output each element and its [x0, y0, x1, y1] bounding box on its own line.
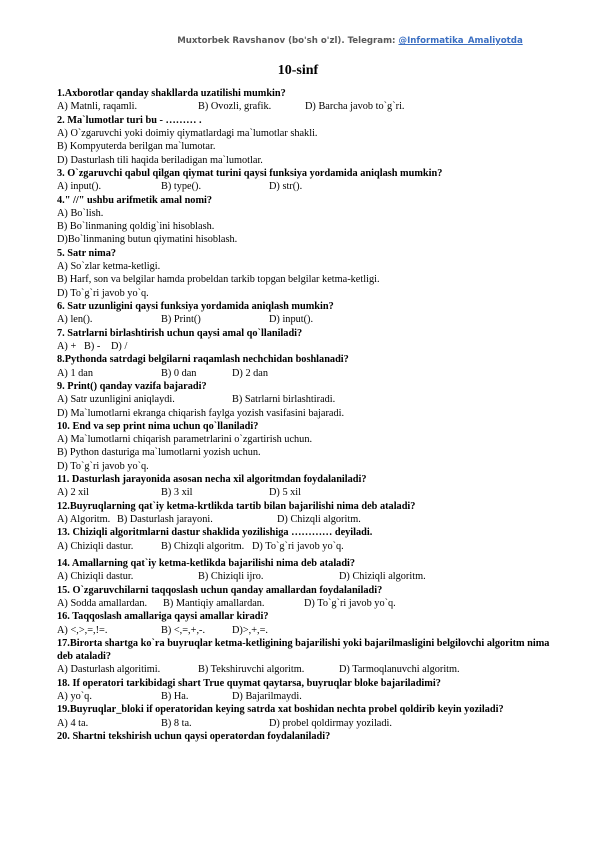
option-a: A) Dasturlash algoritimi. [57, 664, 161, 676]
answer-options [57, 624, 552, 637]
option-a: A) Algoritm. [57, 514, 111, 525]
option-d: D) Barcha javob to`g`ri. [305, 101, 405, 113]
option-a: A) yo`q. [57, 691, 92, 703]
answer-options [57, 663, 552, 676]
option-a: A) O`zgaruvchi yoki doimiy qiymatlardagi ma`lumotlar shakli. [57, 127, 318, 139]
option-d: D) To`g`ri javob yo`q. [304, 597, 396, 609]
page-header [150, 36, 550, 46]
option-a: A) Bo`lish. [57, 207, 104, 219]
option-b: B) 8 ta. [161, 717, 192, 729]
option-b: B) Tekshiruvchi algoritm. [198, 664, 305, 676]
question-4: 4." //" ushbu arifmetik amal nomi? [57, 194, 213, 206]
option-b: B) Harf, son va belgilar hamda probeldan tarkib topgan belgilar ketma-ketligi. [57, 274, 380, 286]
option-a: A) len(). [57, 314, 93, 326]
answer-options [57, 690, 552, 703]
question-1: 1.Axborotlar qanday shakllarda uzatilishi mumkin? [57, 88, 286, 99]
question-9: 9. Print() qanday vazifa bajaradi? [57, 380, 207, 392]
answer-options [57, 513, 552, 526]
option-d: D) Tarmoqlanuvchi algoritm. [339, 664, 460, 676]
option-a: A) Matnli, raqamli. [57, 101, 138, 113]
option-b: B) <,=,+,-. [161, 624, 206, 636]
answer-options [57, 340, 552, 353]
option-d: D) Chiziqli algoritm. [339, 571, 426, 583]
option-a: A) Chiziqli dastur. [57, 571, 134, 583]
question-16: 16. Taqqoslash amallariga qaysi amallar kiradi? [57, 611, 269, 623]
option-b: B) Mantiqiy amallardan. [163, 597, 265, 609]
answer-options [57, 570, 552, 583]
option-b: B) Ha. [161, 691, 189, 703]
option-d: D) / [111, 340, 128, 352]
question-8: 8.Pythonda satrdagi belgilarni raqamlash nechchidan boshlanadi? [57, 354, 349, 366]
answer-options [57, 100, 552, 113]
quiz-content [57, 87, 552, 743]
question-19: 19.Buyruqlar_bloki if operatoridan keying satrda xat boshidan nechta probel qoldirib keyin yoziladi? [57, 704, 504, 716]
option-b: B) Bo`linmaning qoldig`ini hisoblash. [57, 221, 215, 233]
answer-options [57, 597, 552, 610]
option-d: D) Chizqli algoritm. [277, 514, 361, 525]
option-a: A) input(). [57, 181, 102, 193]
option-d: D)Bo`linmaning butun qiymatini hisoblash. [57, 234, 238, 246]
option-b: B) Dasturlash jarayoni. [117, 514, 213, 525]
option-d: D) input(). [269, 314, 314, 326]
question-10: 10. End va sep print nima uchun qo`llaniladi? [57, 420, 259, 432]
question-2: 2. Ma`lumotlar turi bu - ……… . [57, 114, 202, 126]
question-11: 11. Dasturlash jarayonida asosan necha xil algoritmdan foydalaniladi? [57, 474, 367, 486]
option-d: D) Ma`lumotlarni ekranga chiqarish faylga yozish vasifasini bajaradi. [57, 407, 345, 419]
question-5: 5. Satr nima? [57, 247, 117, 259]
question-6: 6. Satr uzunligini qaysi funksiya yordamida aniqlash mumkin? [57, 301, 334, 312]
question-14: 14. Amallarning qat`iy ketma-ketlikda bajarilishi nima deb ataladi? [57, 557, 356, 569]
question-13: 13. Chiziqli algoritmlarni dastur shaklida yozilishiga ………… deyiladi. [57, 527, 373, 539]
option-b: B) 0 dan [161, 367, 197, 379]
option-d: D)>,+,=. [232, 624, 269, 636]
question-20: 20. Shartni tekshirish uchun qaysi operatordan foydalaniladi? [57, 731, 331, 742]
option-b: B) Chizqli algoritm. [161, 540, 245, 552]
answer-options [57, 540, 552, 553]
option-a: A) Ma`lumotlarni chiqarish parametrlarini o`zgartirish uchun. [57, 434, 313, 446]
option-b: B) Satrlarni birlashtiradi. [232, 394, 336, 406]
option-a: A) 4 ta. [57, 717, 89, 729]
option-b: B) Kompyuterda berilgan ma`lumotar. [57, 141, 216, 153]
answer-options [57, 180, 552, 193]
answer-options [57, 486, 552, 499]
question-3: 3. O`zgaruvchi qabul qilgan qiymat turini qaysi funksiya yordamida aniqlash mumkin? [57, 167, 443, 179]
option-b: B) Print() [161, 314, 201, 326]
header-author: Muxtorbek Ravshanov (bo'sh o'zl). Telegram: [177, 36, 399, 46]
option-d: D) Bajarilmaydi. [232, 691, 302, 703]
answer-options [57, 717, 552, 730]
answer-options [57, 393, 552, 406]
question-12: 12.Buyruqlarning qat`iy ketma-krtlikda tartib bilan bajarilishi nima deb ataladi? [57, 500, 416, 512]
option-b: B) - [84, 340, 101, 352]
option-a: A) Chiziqli dastur. [57, 540, 134, 552]
answer-options [57, 367, 552, 380]
option-b: B) Chiziqli ijro. [198, 571, 264, 583]
option-d: D) probel qoldirmay yoziladi. [269, 717, 392, 729]
telegram-link[interactable]: @Informatika_Amaliyotda [398, 36, 523, 46]
option-a: A) So`zlar ketma-ketligi. [57, 261, 161, 273]
answer-options [57, 313, 552, 326]
option-a: A) Satr uzunligini aniqlaydi. [57, 394, 175, 406]
option-d: D) To`g`ri javob yo`q. [57, 287, 149, 299]
option-a: A) + [57, 340, 77, 352]
option-d: D) Dasturlash tili haqida beriladigan ma`lumotlar. [57, 154, 263, 166]
option-d: D) 2 dan [232, 367, 269, 379]
option-b: B) Python dasturiga ma`lumotlarni yozish uchun. [57, 447, 261, 459]
option-a: A) 1 dan [57, 367, 94, 379]
option-d: D) str(). [269, 181, 303, 193]
question-7: 7. Satrlarni birlashtirish uchun qaysi amal qo`llaniladi? [57, 327, 303, 339]
option-d: D) 5 xil [269, 487, 302, 499]
option-d: D) To`g`ri javob yo`q. [252, 540, 344, 552]
option-a: A) 2 xil [57, 487, 90, 499]
option-b: B) Ovozli, grafik. [198, 101, 272, 113]
question-17: 17.Birorta shartga ko`ra buyruqlar ketma-ketligining bajarilishi yoki bajarilmasligini belgilovchi algoritm nima deb ataladi? [57, 637, 550, 663]
question-15: 15. O`zgaruvchilarni taqqoslash uchun qanday amallardan foydalaniladi? [57, 584, 383, 596]
option-d: D) To`g`ri javob yo`q. [57, 460, 149, 472]
page-title: 10-sinf [277, 63, 319, 78]
option-a: A) <,>,=,!=. [57, 624, 108, 636]
option-b: B) 3 xil [161, 487, 193, 499]
option-b: B) type(). [161, 181, 202, 193]
question-18: 18. If operatori tarkibidagi shart True quymat qaytarsa, buyruqlar bloke bajariladimi? [57, 677, 441, 689]
option-a: A) Sodda amallardan. [57, 597, 148, 609]
